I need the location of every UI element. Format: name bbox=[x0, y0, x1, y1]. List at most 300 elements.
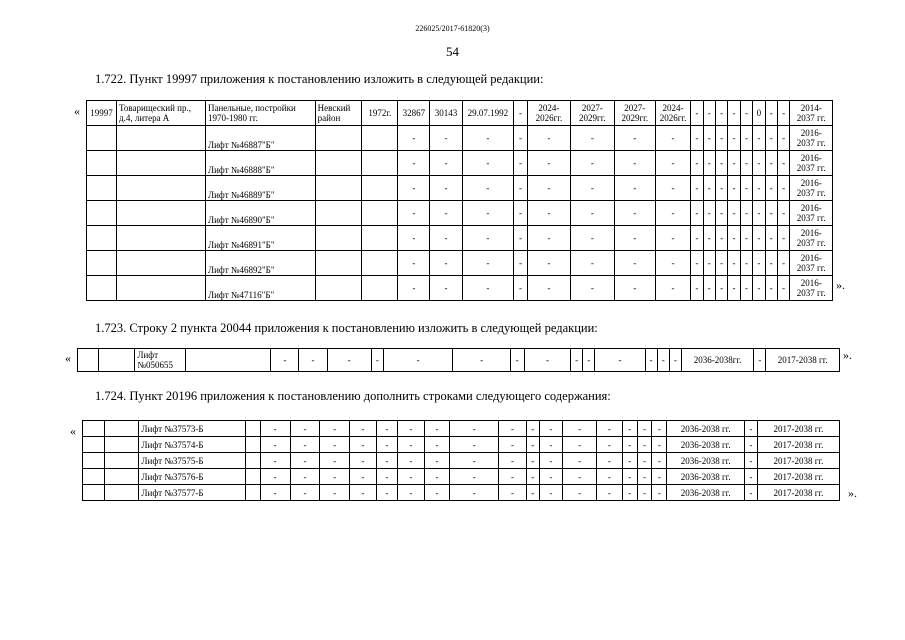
table-cell: 0 bbox=[753, 101, 765, 126]
lift-name-cell: Лифт №46891"Б" bbox=[205, 226, 315, 251]
table-row bbox=[87, 176, 833, 201]
table-cell bbox=[315, 276, 362, 301]
table-cell: - bbox=[320, 469, 350, 485]
table-cell: - bbox=[327, 349, 371, 372]
lift-name-cell: Лифт №37573-Б bbox=[139, 421, 245, 437]
table-cell bbox=[245, 453, 260, 469]
table-cell: - bbox=[398, 151, 430, 176]
table-cell: - bbox=[777, 101, 789, 126]
table-cell: - bbox=[499, 437, 527, 453]
table-cell: - bbox=[703, 151, 715, 176]
table-row bbox=[87, 276, 833, 301]
table-cell: - bbox=[728, 151, 740, 176]
table-cell bbox=[245, 437, 260, 453]
table-cell: - bbox=[398, 251, 430, 276]
table-cell: - bbox=[655, 151, 690, 176]
table-cell: - bbox=[424, 485, 450, 501]
table-cell: - bbox=[462, 151, 514, 176]
table-cell: - bbox=[652, 485, 667, 501]
table-cell: - bbox=[571, 349, 583, 372]
table-row bbox=[87, 226, 833, 251]
table-cell bbox=[83, 421, 105, 437]
table-cell bbox=[87, 251, 117, 276]
table-cell: - bbox=[499, 469, 527, 485]
table-cell: - bbox=[320, 437, 350, 453]
table-cell: - bbox=[430, 151, 462, 176]
table-cell: - bbox=[715, 276, 727, 301]
table-cell: - bbox=[740, 226, 752, 251]
open-quote: « bbox=[70, 424, 76, 438]
table-cell: - bbox=[462, 226, 514, 251]
table-cell: - bbox=[691, 201, 703, 226]
table-cell: - bbox=[527, 151, 570, 176]
table-cell: - bbox=[524, 349, 570, 372]
table-cell: Товарищеский пр., д.4, литера А bbox=[117, 101, 206, 126]
years-cell: 2016-2037 гг. bbox=[790, 151, 833, 176]
lift-name-cell: Лифт №37574-Б bbox=[139, 437, 245, 453]
table-cell: - bbox=[614, 276, 655, 301]
years-cell: 2016-2037 гг. bbox=[790, 201, 833, 226]
section-heading-1722: 1.722. Пункт 19997 приложения к постановлению изложить в следующей редакции: bbox=[95, 72, 544, 86]
table-cell bbox=[117, 251, 206, 276]
lift-name-cell: Лифт №37575-Б bbox=[139, 453, 245, 469]
table-cell: - bbox=[260, 469, 290, 485]
table-row bbox=[83, 453, 840, 469]
table-cell bbox=[245, 421, 260, 437]
table-cell: - bbox=[424, 469, 450, 485]
table-cell: - bbox=[510, 349, 524, 372]
table-cell: - bbox=[260, 437, 290, 453]
table-cell: Панельные, постройки 1970-1980 гг. bbox=[205, 101, 315, 126]
table-cell: - bbox=[745, 437, 758, 453]
table-cell: - bbox=[290, 453, 320, 469]
table-cell: - bbox=[527, 226, 570, 251]
lift-name-cell: Лифт №46892"Б" bbox=[205, 251, 315, 276]
table-cell: - bbox=[765, 151, 777, 176]
years-cell: 2016-2037 гг. bbox=[790, 126, 833, 151]
table-cell bbox=[87, 276, 117, 301]
table-cell bbox=[362, 276, 398, 301]
table-cell: - bbox=[740, 101, 752, 126]
table-cell: - bbox=[398, 226, 430, 251]
table-cell: 2017-2038 гг. bbox=[757, 421, 839, 437]
table-cell: - bbox=[777, 276, 789, 301]
table-cell: - bbox=[350, 437, 377, 453]
table-cell: - bbox=[539, 437, 562, 453]
table-cell: - bbox=[539, 453, 562, 469]
table-cell: - bbox=[691, 276, 703, 301]
table-cell: - bbox=[462, 276, 514, 301]
lift-name-cell: Лифт №47116"Б" bbox=[205, 276, 315, 301]
table-cell: - bbox=[398, 276, 430, 301]
table-cell: - bbox=[715, 151, 727, 176]
table-row bbox=[87, 151, 833, 176]
table-cell: - bbox=[753, 251, 765, 276]
table-row bbox=[87, 251, 833, 276]
table-cell: - bbox=[691, 251, 703, 276]
table-cell: - bbox=[765, 201, 777, 226]
open-quote: « bbox=[65, 351, 71, 365]
table-cell: - bbox=[260, 485, 290, 501]
table-cell bbox=[117, 126, 206, 151]
table-cell bbox=[117, 176, 206, 201]
table-cell: - bbox=[462, 251, 514, 276]
table-cell: - bbox=[539, 485, 562, 501]
table-cell: - bbox=[703, 251, 715, 276]
table-cell: 29.07.1992 bbox=[462, 101, 514, 126]
table-cell: - bbox=[539, 421, 562, 437]
table-cell: - bbox=[728, 201, 740, 226]
table-cell bbox=[362, 126, 398, 151]
table-cell: - bbox=[398, 421, 425, 437]
years-cell: 2016-2037 гг. bbox=[790, 226, 833, 251]
table-cell: - bbox=[655, 126, 690, 151]
table-cell: - bbox=[765, 101, 777, 126]
table-cell: - bbox=[260, 421, 290, 437]
table-cell: - bbox=[527, 201, 570, 226]
table-cell: - bbox=[526, 485, 539, 501]
table-cell: - bbox=[691, 126, 703, 151]
table-cell: - bbox=[745, 453, 758, 469]
table-cell: - bbox=[655, 201, 690, 226]
close-quote: ». bbox=[843, 348, 852, 362]
table-cell: - bbox=[260, 453, 290, 469]
close-quote: ». bbox=[836, 278, 845, 292]
table-cell: - bbox=[571, 251, 614, 276]
table-cell: - bbox=[430, 226, 462, 251]
table-cell: - bbox=[655, 276, 690, 301]
table-cell bbox=[87, 226, 117, 251]
table-cell: - bbox=[614, 251, 655, 276]
table-cell: - bbox=[383, 349, 452, 372]
table-cell: - bbox=[376, 437, 397, 453]
table-cell: 1972г. bbox=[362, 101, 398, 126]
table-cell: - bbox=[563, 453, 597, 469]
table-cell: - bbox=[754, 349, 766, 372]
table-cell bbox=[117, 151, 206, 176]
table-cell: - bbox=[777, 251, 789, 276]
table-cell: - bbox=[563, 437, 597, 453]
table-cell: - bbox=[597, 485, 623, 501]
table-cell: - bbox=[765, 276, 777, 301]
table-cell: - bbox=[657, 349, 669, 372]
table-cell: - bbox=[424, 453, 450, 469]
table-cell: - bbox=[597, 437, 623, 453]
table-cell: 2027-2029гг. bbox=[571, 101, 614, 126]
table-cell: Невский район bbox=[315, 101, 362, 126]
lift-name-cell: Лифт №050655 bbox=[135, 349, 185, 372]
table-cell: - bbox=[430, 251, 462, 276]
table-cell bbox=[315, 251, 362, 276]
table-cell bbox=[105, 485, 139, 501]
table-cell bbox=[315, 151, 362, 176]
table-cell: - bbox=[398, 469, 425, 485]
table-cell: 2036-2038 гг. bbox=[667, 453, 745, 469]
table-cell: - bbox=[777, 201, 789, 226]
table-cell: - bbox=[740, 201, 752, 226]
table-cell bbox=[83, 437, 105, 453]
table-cell bbox=[117, 226, 206, 251]
table-cell: 2036-2038 гг. bbox=[667, 485, 745, 501]
table-cell: - bbox=[350, 485, 377, 501]
table-cell: - bbox=[637, 485, 652, 501]
table-cell: - bbox=[652, 437, 667, 453]
table-cell: - bbox=[571, 126, 614, 151]
table-cell: - bbox=[527, 276, 570, 301]
table-cell: - bbox=[453, 349, 510, 372]
table-cell bbox=[245, 469, 260, 485]
table-cell: - bbox=[527, 251, 570, 276]
table-row bbox=[78, 349, 840, 372]
table-cell: - bbox=[514, 101, 527, 126]
table-cell: - bbox=[669, 349, 681, 372]
table-cell: - bbox=[715, 126, 727, 151]
section-heading-1724: 1.724. Пункт 20196 приложения к постановлению дополнить строками следующего содержания: bbox=[95, 389, 611, 403]
table-row bbox=[87, 101, 833, 126]
table-cell: - bbox=[376, 485, 397, 501]
table-cell: - bbox=[652, 453, 667, 469]
table-cell bbox=[315, 176, 362, 201]
table-cell: - bbox=[430, 201, 462, 226]
table-cell: 2017-2038 гг. bbox=[757, 437, 839, 453]
table-cell bbox=[87, 176, 117, 201]
lift-name-cell: Лифт №46890"Б" bbox=[205, 201, 315, 226]
table-cell: - bbox=[765, 176, 777, 201]
table-cell bbox=[245, 485, 260, 501]
table-cell: - bbox=[740, 126, 752, 151]
table-cell: - bbox=[376, 453, 397, 469]
table-cell: - bbox=[740, 251, 752, 276]
close-quote: ». bbox=[848, 486, 857, 500]
table-cell bbox=[362, 251, 398, 276]
table-cell: 2017-2038 гг. bbox=[757, 485, 839, 501]
table-cell: - bbox=[571, 226, 614, 251]
table-cell: 2024-2026гг. bbox=[655, 101, 690, 126]
table-cell bbox=[315, 226, 362, 251]
table-cell: - bbox=[499, 453, 527, 469]
table-cell bbox=[87, 151, 117, 176]
table-cell bbox=[117, 276, 206, 301]
table-cell: - bbox=[320, 485, 350, 501]
table-cell: 32867 bbox=[398, 101, 430, 126]
table-cell: - bbox=[753, 201, 765, 226]
table-cell: - bbox=[583, 349, 595, 372]
table-cell bbox=[83, 453, 105, 469]
table-cell bbox=[315, 201, 362, 226]
section-heading-1723: 1.723. Строку 2 пункта 20044 приложения к постановлению изложить в следующей редакции: bbox=[95, 321, 598, 335]
table-row-20044 bbox=[77, 348, 840, 372]
table-cell: - bbox=[777, 176, 789, 201]
table-cell: - bbox=[320, 453, 350, 469]
table-cell: - bbox=[715, 251, 727, 276]
table-cell: - bbox=[430, 176, 462, 201]
table-cell: - bbox=[320, 421, 350, 437]
table-cell: - bbox=[655, 226, 690, 251]
table-cell: - bbox=[376, 469, 397, 485]
table-cell: - bbox=[622, 469, 637, 485]
table-cell: 2017-2038 гг. bbox=[757, 469, 839, 485]
table-cell bbox=[78, 349, 99, 372]
table-cell: - bbox=[745, 469, 758, 485]
table-cell: - bbox=[597, 469, 623, 485]
table-cell: - bbox=[614, 151, 655, 176]
table-row bbox=[83, 469, 840, 485]
page-number: 54 bbox=[446, 44, 459, 59]
table-cell: - bbox=[350, 421, 377, 437]
table-cell: - bbox=[398, 176, 430, 201]
table-cell: - bbox=[715, 176, 727, 201]
table-cell bbox=[105, 469, 139, 485]
lift-name-cell: Лифт №46887"Б" bbox=[205, 126, 315, 151]
table-cell bbox=[87, 126, 117, 151]
lift-name-cell: Лифт №37577-Б bbox=[139, 485, 245, 501]
table-cell bbox=[105, 437, 139, 453]
table-cell: 2036-2038 гг. bbox=[667, 437, 745, 453]
table-cell: - bbox=[563, 421, 597, 437]
table-cell: - bbox=[655, 251, 690, 276]
table-cell: - bbox=[740, 276, 752, 301]
table-cell: 2036-2038 гг. bbox=[667, 421, 745, 437]
table-cell: - bbox=[499, 421, 527, 437]
table-cell: - bbox=[450, 485, 499, 501]
table-cell: - bbox=[715, 101, 727, 126]
years-cell: 2016-2037 гг. bbox=[790, 251, 833, 276]
table-cell: - bbox=[290, 421, 320, 437]
table-cell: - bbox=[430, 126, 462, 151]
table-cell: - bbox=[571, 151, 614, 176]
table-cell: - bbox=[526, 421, 539, 437]
open-quote: « bbox=[74, 104, 80, 118]
table-cell: - bbox=[715, 226, 727, 251]
table-cell: - bbox=[614, 126, 655, 151]
table-cell: - bbox=[514, 251, 527, 276]
table-cell bbox=[185, 349, 271, 372]
table-cell: - bbox=[563, 469, 597, 485]
table-cell: - bbox=[765, 251, 777, 276]
table-cell: - bbox=[514, 126, 527, 151]
table-cell: 2036-2038гг. bbox=[681, 349, 753, 372]
table-cell: - bbox=[571, 201, 614, 226]
table-cell: - bbox=[753, 226, 765, 251]
table-cell: - bbox=[450, 437, 499, 453]
table-cell: - bbox=[703, 176, 715, 201]
table-cell: - bbox=[740, 176, 752, 201]
table-cell: 2027-2029гг. bbox=[614, 101, 655, 126]
table-cell: - bbox=[450, 453, 499, 469]
table-cell: - bbox=[691, 101, 703, 126]
table-cell: - bbox=[290, 469, 320, 485]
table-cell: - bbox=[765, 226, 777, 251]
table-cell: - bbox=[350, 453, 377, 469]
table-cell: 2017-2038 гг. bbox=[766, 349, 840, 372]
table-cell: - bbox=[539, 469, 562, 485]
table-cell bbox=[315, 126, 362, 151]
table-cell: - bbox=[290, 437, 320, 453]
table-cell: 30143 bbox=[430, 101, 462, 126]
table-cell: - bbox=[715, 201, 727, 226]
table-cell: - bbox=[527, 176, 570, 201]
table-cell: - bbox=[424, 421, 450, 437]
table-cell: - bbox=[595, 349, 645, 372]
table-cell: - bbox=[430, 276, 462, 301]
table-cell bbox=[117, 201, 206, 226]
table-cell: - bbox=[637, 469, 652, 485]
table-cell: - bbox=[614, 176, 655, 201]
table-cell: - bbox=[753, 126, 765, 151]
table-cell: - bbox=[728, 276, 740, 301]
table-cell bbox=[105, 453, 139, 469]
table-cell: - bbox=[614, 226, 655, 251]
table-cell: - bbox=[462, 201, 514, 226]
table-cell: - bbox=[614, 201, 655, 226]
table-cell: - bbox=[499, 485, 527, 501]
table-cell: - bbox=[728, 176, 740, 201]
table-cell: - bbox=[745, 421, 758, 437]
table-cell: - bbox=[597, 421, 623, 437]
table-cell: - bbox=[450, 421, 499, 437]
years-cell: 2016-2037 гг. bbox=[790, 276, 833, 301]
table-cell: - bbox=[777, 226, 789, 251]
table-cell: - bbox=[622, 421, 637, 437]
table-cell: - bbox=[691, 151, 703, 176]
table-cell: 2024-2026гг. bbox=[527, 101, 570, 126]
table-cell: - bbox=[526, 469, 539, 485]
table-cell: 2017-2038 гг. bbox=[757, 453, 839, 469]
table-cell: - bbox=[462, 176, 514, 201]
table-item-20196 bbox=[82, 420, 840, 501]
table-cell: - bbox=[371, 349, 383, 372]
table-cell: 2014-2037 гг. bbox=[790, 101, 833, 126]
lift-name-cell: Лифт №46889"Б" bbox=[205, 176, 315, 201]
table-cell: - bbox=[728, 101, 740, 126]
table-cell: - bbox=[450, 469, 499, 485]
table-cell: - bbox=[424, 437, 450, 453]
table-cell bbox=[362, 176, 398, 201]
table-cell: - bbox=[622, 437, 637, 453]
table-cell: - bbox=[652, 421, 667, 437]
table-cell: - bbox=[777, 151, 789, 176]
table-cell: - bbox=[398, 126, 430, 151]
table-cell: - bbox=[299, 349, 327, 372]
table-cell: - bbox=[637, 437, 652, 453]
table-cell: - bbox=[398, 437, 425, 453]
table-cell bbox=[87, 201, 117, 226]
table-cell: - bbox=[691, 176, 703, 201]
lift-name-cell: Лифт №46888"Б" bbox=[205, 151, 315, 176]
table-cell: - bbox=[571, 176, 614, 201]
table-cell: - bbox=[514, 176, 527, 201]
table-cell bbox=[362, 226, 398, 251]
table-cell: - bbox=[514, 276, 527, 301]
table-cell: - bbox=[622, 485, 637, 501]
table-cell: - bbox=[527, 126, 570, 151]
table-cell: - bbox=[350, 469, 377, 485]
years-cell: 2016-2037 гг. bbox=[790, 176, 833, 201]
table-cell: - bbox=[597, 453, 623, 469]
table-cell: - bbox=[703, 126, 715, 151]
table-cell: - bbox=[703, 101, 715, 126]
table-cell: - bbox=[290, 485, 320, 501]
table-cell: - bbox=[703, 201, 715, 226]
table-cell bbox=[362, 151, 398, 176]
table-cell: - bbox=[526, 453, 539, 469]
table-cell: - bbox=[703, 226, 715, 251]
table-cell bbox=[99, 349, 135, 372]
table-cell: - bbox=[462, 126, 514, 151]
table-cell: - bbox=[514, 201, 527, 226]
table-cell: - bbox=[753, 176, 765, 201]
table-cell: - bbox=[514, 226, 527, 251]
